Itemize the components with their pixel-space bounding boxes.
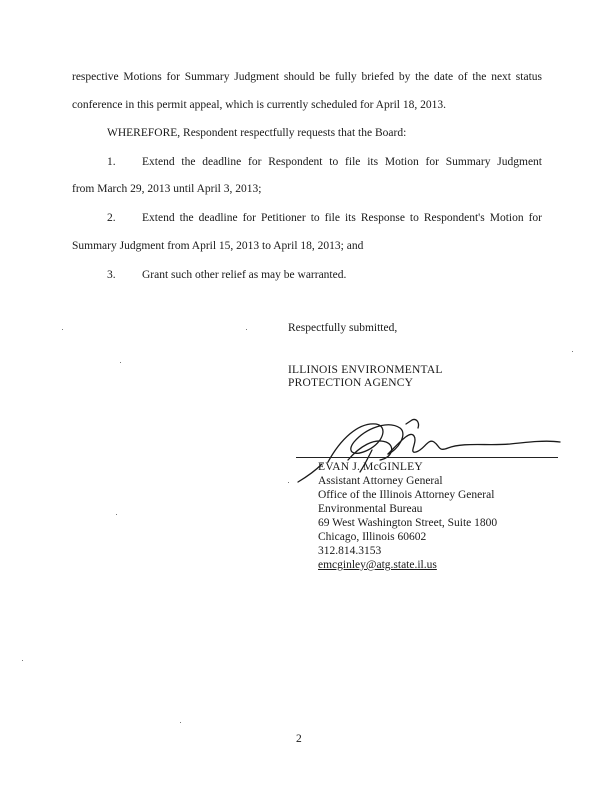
list-item-text: Extend the deadline for Petitioner to file its Response to Respondent's Motion for: [142, 212, 542, 224]
scan-speck: [62, 329, 63, 330]
office-name: Office of the Illinois Attorney General: [318, 489, 495, 501]
bureau-name: Environmental Bureau: [318, 503, 423, 515]
attorney-title: Assistant Attorney General: [318, 475, 443, 487]
list-item-number: 2.: [107, 212, 116, 224]
list-item-text: Summary Judgment from April 15, 2013 to April 18, 2013; and: [72, 240, 364, 252]
email-link[interactable]: emcginley@atg.state.il.us: [318, 559, 437, 571]
list-item-number: 1.: [107, 156, 116, 168]
scan-speck: [572, 351, 573, 352]
list-item-text: Grant such other relief as may be warranted.: [142, 269, 347, 281]
phone-number: 312.814.3153: [318, 545, 382, 557]
signature-line: [296, 457, 558, 458]
scan-speck: [288, 482, 289, 483]
scan-speck: [116, 514, 117, 515]
list-item-text: from March 29, 2013 until April 3, 2013;: [72, 183, 262, 195]
paragraph-line: conference in this permit appeal, which is currently scheduled for April 18, 2013.: [72, 99, 446, 111]
scan-speck: [120, 362, 121, 363]
scan-speck: [22, 660, 23, 661]
wherefore-clause: WHEREFORE, Respondent respectfully requests that the Board:: [107, 127, 407, 139]
agency-name-line1: ILLINOIS ENVIRONMENTAL: [288, 364, 443, 376]
paragraph-line: respective Motions for Summary Judgment should be fully briefed by the date of the next status: [72, 71, 542, 83]
list-item-number: 3.: [107, 269, 116, 281]
scan-speck: [246, 329, 247, 330]
agency-name-line2: PROTECTION AGENCY: [288, 377, 414, 389]
scan-speck: [180, 722, 181, 723]
closing-salutation: Respectfully submitted,: [288, 322, 398, 334]
list-item-text: Extend the deadline for Respondent to file its Motion for Summary Judgment: [142, 156, 542, 168]
street-address: 69 West Washington Street, Suite 1800: [318, 517, 498, 529]
page-number: 2: [296, 733, 302, 745]
attorney-name: EVAN J. McGINLEY: [318, 461, 423, 473]
city-state-zip: Chicago, Illinois 60602: [318, 531, 427, 543]
